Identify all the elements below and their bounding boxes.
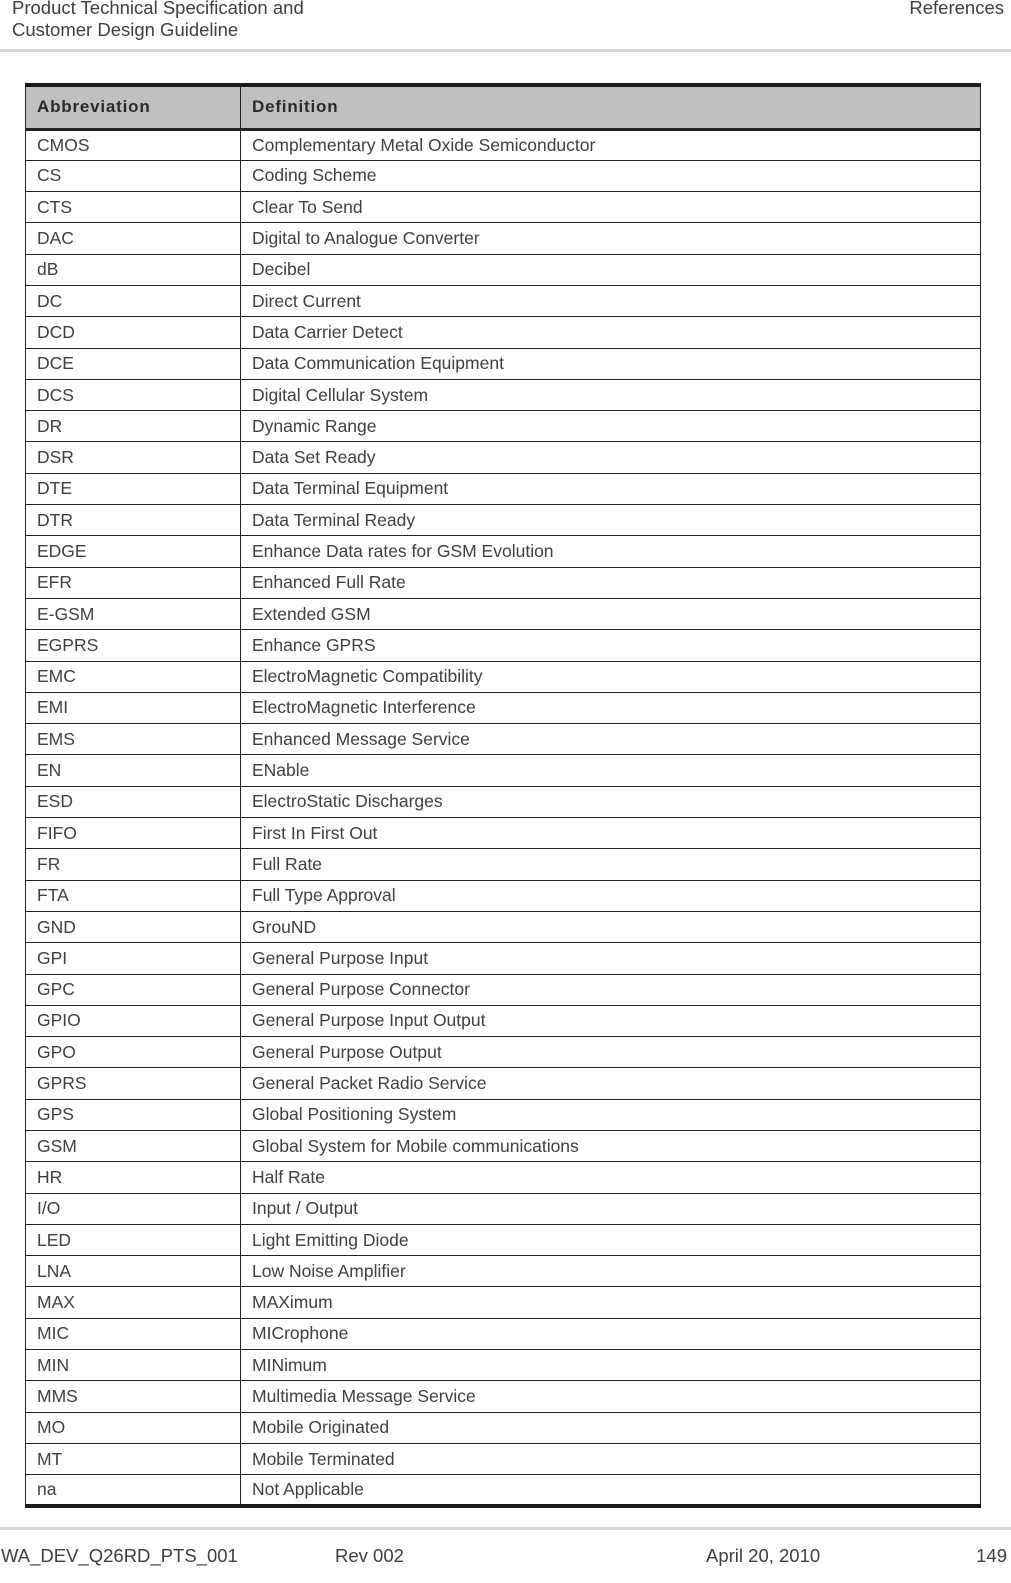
definition-cell: Direct Current	[241, 285, 981, 316]
abbreviation-cell: E-GSM	[26, 598, 241, 629]
abbreviation-cell: DSR	[26, 442, 241, 473]
abbreviation-cell: ESD	[26, 786, 241, 817]
footer-divider	[0, 1527, 1011, 1530]
definition-cell: Light Emitting Diode	[241, 1224, 981, 1255]
table-row	[26, 160, 981, 191]
table-row	[26, 1162, 981, 1193]
definition-cell: Data Terminal Equipment	[241, 473, 981, 504]
abbreviation-cell: I/O	[26, 1193, 241, 1224]
definition-cell: General Purpose Input Output	[241, 1005, 981, 1036]
table-row	[26, 567, 981, 598]
page-header	[0, 0, 1011, 52]
abbreviation-cell: FR	[26, 849, 241, 880]
table-row	[26, 1131, 981, 1162]
table-row	[26, 223, 981, 254]
abbreviation-cell: MIC	[26, 1318, 241, 1349]
abbreviation-cell: CMOS	[26, 129, 241, 160]
footer-doc-id: WA_DEV_Q26RD_PTS_001	[1, 1545, 238, 1566]
abbreviation-cell: EMC	[26, 661, 241, 692]
table-row	[26, 348, 981, 379]
abbreviation-cell: MO	[26, 1412, 241, 1443]
table-row	[26, 692, 981, 723]
abbreviation-cell: DTR	[26, 505, 241, 536]
section-title: References	[909, 0, 1004, 18]
table-row	[26, 786, 981, 817]
abbreviation-cell: GPRS	[26, 1068, 241, 1099]
definition-cell: Digital to Analogue Converter	[241, 223, 981, 254]
definition-cell: Input / Output	[241, 1193, 981, 1224]
column-header-definition: Definition	[241, 85, 981, 129]
abbreviation-cell: GPS	[26, 1099, 241, 1130]
abbreviation-cell: GSM	[26, 1131, 241, 1162]
definition-cell: Global Positioning System	[241, 1099, 981, 1130]
table-row	[26, 411, 981, 442]
definition-cell: Full Rate	[241, 849, 981, 880]
table-row	[26, 1005, 981, 1036]
definition-cell: ElectroStatic Discharges	[241, 786, 981, 817]
table-row	[26, 755, 981, 786]
table-row	[26, 818, 981, 849]
table-row	[26, 379, 981, 410]
definition-cell: Enhance Data rates for GSM Evolution	[241, 536, 981, 567]
definition-cell: Global System for Mobile communications	[241, 1131, 981, 1162]
abbreviation-cell: EMI	[26, 692, 241, 723]
definition-cell: Multimedia Message Service	[241, 1381, 981, 1412]
table-row	[26, 1037, 981, 1068]
table-row	[26, 129, 981, 160]
abbreviation-cell: CTS	[26, 192, 241, 223]
abbreviation-cell: GPI	[26, 943, 241, 974]
table-row	[26, 974, 981, 1005]
definition-cell: Enhance GPRS	[241, 630, 981, 661]
definition-cell: GrouND	[241, 911, 981, 942]
definition-cell: ElectroMagnetic Compatibility	[241, 661, 981, 692]
document-title-line-1: Product Technical Specification and	[12, 0, 304, 18]
definition-cell: Mobile Terminated	[241, 1443, 981, 1474]
definition-cell: General Purpose Input	[241, 943, 981, 974]
table-row	[26, 1193, 981, 1224]
table-row	[26, 598, 981, 629]
abbreviation-cell: MAX	[26, 1287, 241, 1318]
definition-cell: Full Type Approval	[241, 880, 981, 911]
definition-cell: Clear To Send	[241, 192, 981, 223]
table-row	[26, 1287, 981, 1318]
table-row	[26, 1068, 981, 1099]
abbreviation-cell: LED	[26, 1224, 241, 1255]
abbreviation-cell: GPO	[26, 1037, 241, 1068]
abbreviation-cell: DTE	[26, 473, 241, 504]
abbreviation-cell: EMS	[26, 724, 241, 755]
definition-cell: MAXimum	[241, 1287, 981, 1318]
table-row	[26, 1412, 981, 1443]
definition-cell: Not Applicable	[241, 1475, 981, 1506]
table-row	[26, 943, 981, 974]
table-row	[26, 1475, 981, 1506]
table-row	[26, 536, 981, 567]
footer-page-number: 149	[976, 1545, 1007, 1566]
abbreviation-cell: GPIO	[26, 1005, 241, 1036]
definition-cell: First In First Out	[241, 818, 981, 849]
table-row	[26, 254, 981, 285]
abbreviation-cell: MMS	[26, 1381, 241, 1412]
table-row	[26, 1443, 981, 1474]
abbreviation-cell: FTA	[26, 880, 241, 911]
abbreviation-cell: GPC	[26, 974, 241, 1005]
abbreviation-cell: HR	[26, 1162, 241, 1193]
definition-cell: Half Rate	[241, 1162, 981, 1193]
abbreviation-cell: DR	[26, 411, 241, 442]
definition-cell: Extended GSM	[241, 598, 981, 629]
table-row	[26, 661, 981, 692]
abbreviation-cell: DAC	[26, 223, 241, 254]
definition-cell: Low Noise Amplifier	[241, 1256, 981, 1287]
column-header-abbreviation: Abbreviation	[26, 85, 241, 129]
abbreviation-cell: CS	[26, 160, 241, 191]
abbreviation-cell: EFR	[26, 567, 241, 598]
table-body	[26, 129, 981, 1506]
table-row	[26, 911, 981, 942]
document-title	[12, 0, 304, 41]
table-row	[26, 1256, 981, 1287]
table-row	[26, 473, 981, 504]
abbreviation-cell: EGPRS	[26, 630, 241, 661]
definition-cell: Data Communication Equipment	[241, 348, 981, 379]
definition-cell: Enhanced Full Rate	[241, 567, 981, 598]
definition-cell: ElectroMagnetic Interference	[241, 692, 981, 723]
table-row	[26, 192, 981, 223]
table-row	[26, 317, 981, 348]
abbreviation-cell: EDGE	[26, 536, 241, 567]
table-row	[26, 1224, 981, 1255]
abbreviation-cell: MIN	[26, 1350, 241, 1381]
abbreviation-cell: dB	[26, 254, 241, 285]
document-title-line-2: Customer Design Guideline	[12, 19, 239, 40]
table-row	[26, 880, 981, 911]
footer-date: April 20, 2010	[706, 1545, 821, 1566]
table-row	[26, 1350, 981, 1381]
abbreviation-cell: MT	[26, 1443, 241, 1474]
definition-cell: Data Terminal Ready	[241, 505, 981, 536]
table-row	[26, 505, 981, 536]
table-row	[26, 1381, 981, 1412]
table-row	[26, 849, 981, 880]
abbreviation-cell: DCS	[26, 379, 241, 410]
abbreviation-cell: GND	[26, 911, 241, 942]
abbreviation-cell: DCD	[26, 317, 241, 348]
definition-cell: Data Set Ready	[241, 442, 981, 473]
abbreviations-table	[25, 83, 981, 1508]
definition-cell: MINimum	[241, 1350, 981, 1381]
definition-cell: Dynamic Range	[241, 411, 981, 442]
definition-cell: General Packet Radio Service	[241, 1068, 981, 1099]
definition-cell: Enhanced Message Service	[241, 724, 981, 755]
table-row	[26, 442, 981, 473]
abbreviation-cell: na	[26, 1475, 241, 1506]
definition-cell: Complementary Metal Oxide Semiconductor	[241, 129, 981, 160]
definition-cell: MICrophone	[241, 1318, 981, 1349]
definition-cell: Coding Scheme	[241, 160, 981, 191]
definition-cell: General Purpose Connector	[241, 974, 981, 1005]
definition-cell: ENable	[241, 755, 981, 786]
table-header-row	[26, 85, 981, 129]
abbreviation-cell: FIFO	[26, 818, 241, 849]
definition-cell: Decibel	[241, 254, 981, 285]
definition-cell: General Purpose Output	[241, 1037, 981, 1068]
table-row	[26, 1318, 981, 1349]
table-row	[26, 724, 981, 755]
footer-revision: Rev 002	[335, 1545, 404, 1566]
abbreviation-cell: DCE	[26, 348, 241, 379]
table-row	[26, 630, 981, 661]
table-row	[26, 285, 981, 316]
abbreviation-cell: LNA	[26, 1256, 241, 1287]
abbreviation-cell: EN	[26, 755, 241, 786]
definition-cell: Data Carrier Detect	[241, 317, 981, 348]
definition-cell: Mobile Originated	[241, 1412, 981, 1443]
abbreviation-cell: DC	[26, 285, 241, 316]
table-row	[26, 1099, 981, 1130]
definition-cell: Digital Cellular System	[241, 379, 981, 410]
